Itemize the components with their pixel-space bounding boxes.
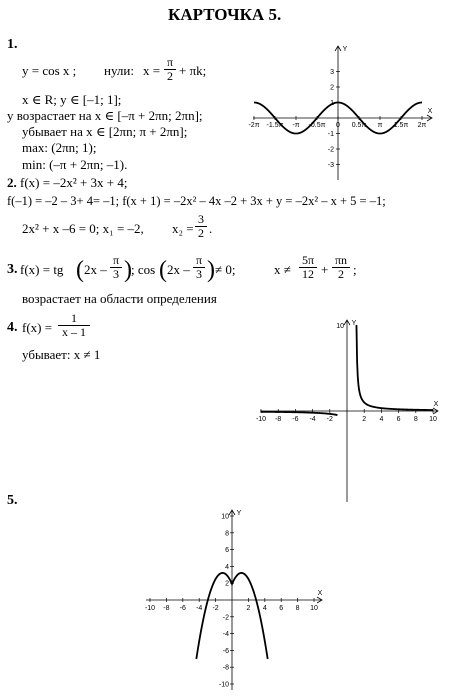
cos-x-tick-label: -π <box>292 122 300 129</box>
task3-paren-open-1: ( <box>76 257 84 283</box>
task3-paren-close-1: ) <box>124 257 132 283</box>
task2-func-text: f(x) = –2x² + 3x + 4; <box>20 175 128 190</box>
par-x-tick-label: 6 <box>279 605 284 612</box>
par-y-tick-label: -4 <box>222 631 229 639</box>
hyp-y-label: Y <box>351 320 357 327</box>
hyp-x-tick-label: 8 <box>413 416 418 423</box>
task2-x2-label: x₂ = <box>172 221 194 236</box>
hyp-x-tick-label: -8 <box>275 416 282 423</box>
task3-ne-fraction-1: $\frac{5\pi}{12}$ <box>299 254 317 281</box>
task1-zeros-label: нули: <box>104 63 134 78</box>
par-y-tick-label: -8 <box>222 664 229 672</box>
hyp-curve-left <box>261 412 337 415</box>
task1-max: max: (2πn; 1); <box>22 140 97 155</box>
par-x-tick-label: 2 <box>246 605 251 612</box>
task3-middle: ; cos <box>131 262 156 277</box>
task1-zeros-tail: + πk; <box>179 63 207 78</box>
task3-paren-close-2: ) <box>207 257 215 283</box>
cos-y-tick-label: 2 <box>330 84 334 92</box>
task4-fraction: $\frac{1}{x - 1}$ <box>58 312 90 339</box>
cos-y-tick-label: -1 <box>327 131 334 138</box>
par-y-tick-label: 4 <box>225 563 229 571</box>
cos-y-tick-label: 1 <box>330 100 334 107</box>
task3-tail: ; <box>353 262 357 277</box>
cos-x-label: X <box>427 108 433 115</box>
task4-number: 4. <box>7 320 18 335</box>
hyp-curve-right <box>356 325 433 410</box>
cos-y-tick-label: -2 <box>327 146 334 154</box>
hyp-x-tick-label: 6 <box>396 416 401 423</box>
par-x-tick-label: 4 <box>262 605 267 612</box>
hyp-x-tick-label: -10 <box>255 416 267 423</box>
task1-zeros-x: x = <box>143 63 161 78</box>
hyperbola-graph <box>255 318 448 503</box>
task3-condition-end: ≠ 0; <box>215 262 236 277</box>
task1-number: 1. <box>7 37 18 52</box>
cos-x-tick-label: -2π <box>248 122 260 129</box>
cos-x-tick-label: 1.5π <box>393 122 409 129</box>
task3-number: 3. <box>7 262 18 277</box>
parabola-graph <box>144 508 329 693</box>
par-x-tick-label: -8 <box>163 605 170 612</box>
task3-arg1: 2x – <box>84 262 107 277</box>
cos-y-label: Y <box>342 46 348 53</box>
cos-x-tick-label: π <box>377 122 383 129</box>
task1-min: min: (–π + 2πn; –1). <box>22 157 128 172</box>
hyp-x-tick-label: 2 <box>362 416 367 423</box>
par-y-tick-label: 8 <box>225 530 229 538</box>
par-x-tick-label: -6 <box>179 605 186 612</box>
task3-ne-label: x ≠ <box>274 262 291 277</box>
cos-y-tick-label: 3 <box>330 69 334 76</box>
hyp-x-tick-label: 10 <box>429 416 437 423</box>
task3-arg1-fraction: $\frac{\pi}{3}$ <box>110 254 122 281</box>
hyp-x-tick-label: -4 <box>309 416 316 423</box>
task1-increasing: y возрастает на x ∈ [–π + 2πn; 2πn]; <box>7 108 203 123</box>
par-y-tick-label: -6 <box>222 647 229 655</box>
cos-x-tick-label: 2π <box>417 122 427 129</box>
par-y-tick-label: -10 <box>218 681 229 689</box>
task1-domain: x ∈ R; y ∈ [–1; 1]; <box>22 92 122 107</box>
task2-number: 2. <box>7 175 17 190</box>
par-x-tick-label: 10 <box>310 605 318 612</box>
par-y-label: Y <box>236 510 242 517</box>
task2-line2: f(–1) = –2 – 3+ 4= –1; f(x + 1) = –2x² – 4x –2 + 3x + y = –2x² – x + 5 = –1; <box>7 194 386 208</box>
task2-line3: 2x² + x –6 = 0; x₁ = –2, <box>22 221 144 236</box>
cos-x-tick-label: -0.5π <box>308 122 326 129</box>
hyp-x-tick-label: 4 <box>379 416 384 423</box>
task3-func-start: f(x) = tg <box>20 262 64 277</box>
cos-x-tick-label: 0 <box>336 122 340 129</box>
task3-plus: + <box>321 262 329 277</box>
cos-graph <box>250 42 440 182</box>
hyp-y-tick-label: 10 <box>336 323 344 330</box>
cos-x-tick-label: 0.5π <box>351 122 367 129</box>
task1-function: y = cos x ; <box>22 63 77 78</box>
par-x-tick-label: -4 <box>196 605 203 612</box>
task1-decreasing: убывает на x ∈ [2πn; π + 2πn]; <box>22 124 188 139</box>
par-y-tick-label: -2 <box>222 614 229 622</box>
page-title: КАРТОЧКА 5. <box>168 5 282 24</box>
task4-func-start: f(x) = <box>22 320 53 335</box>
par-y-tick-label: 2 <box>225 580 229 588</box>
par-x-tick-label: -2 <box>212 605 219 612</box>
par-x-tick-label: -10 <box>144 605 156 612</box>
par-y-tick-label: 10 <box>221 513 229 521</box>
task1-zeros-fraction: $\frac{\pi}{2}$ <box>164 56 176 83</box>
par-x-tick-label: 8 <box>295 605 300 612</box>
task3-note: возрастает на области определения <box>22 291 217 306</box>
par-x-label: X <box>317 590 323 597</box>
task3-arg2: 2x – <box>167 262 190 277</box>
task4-note: убывает: x ≠ 1 <box>22 347 101 362</box>
task3-arg2-fraction: $\frac{\pi}{3}$ <box>193 254 205 281</box>
cos-x-tick-label: -1.5π <box>266 122 284 129</box>
cos-y-tick-label: -3 <box>327 162 334 169</box>
hyp-x-label: X <box>433 401 439 408</box>
task2-x2-fraction: $\frac{3}{2}$ <box>195 213 207 240</box>
task2-function <box>7 176 128 190</box>
task2-x2-tail: . <box>209 221 213 236</box>
task3-ne-fraction-2: $\frac{\pi n}{2}$ <box>332 254 350 281</box>
task3-paren-open-2: ( <box>159 257 167 283</box>
task5-number: 5. <box>7 493 18 508</box>
hyp-x-tick-label: -2 <box>326 416 333 423</box>
hyp-x-tick-label: -6 <box>292 416 299 423</box>
par-y-tick-label: 6 <box>225 547 229 555</box>
